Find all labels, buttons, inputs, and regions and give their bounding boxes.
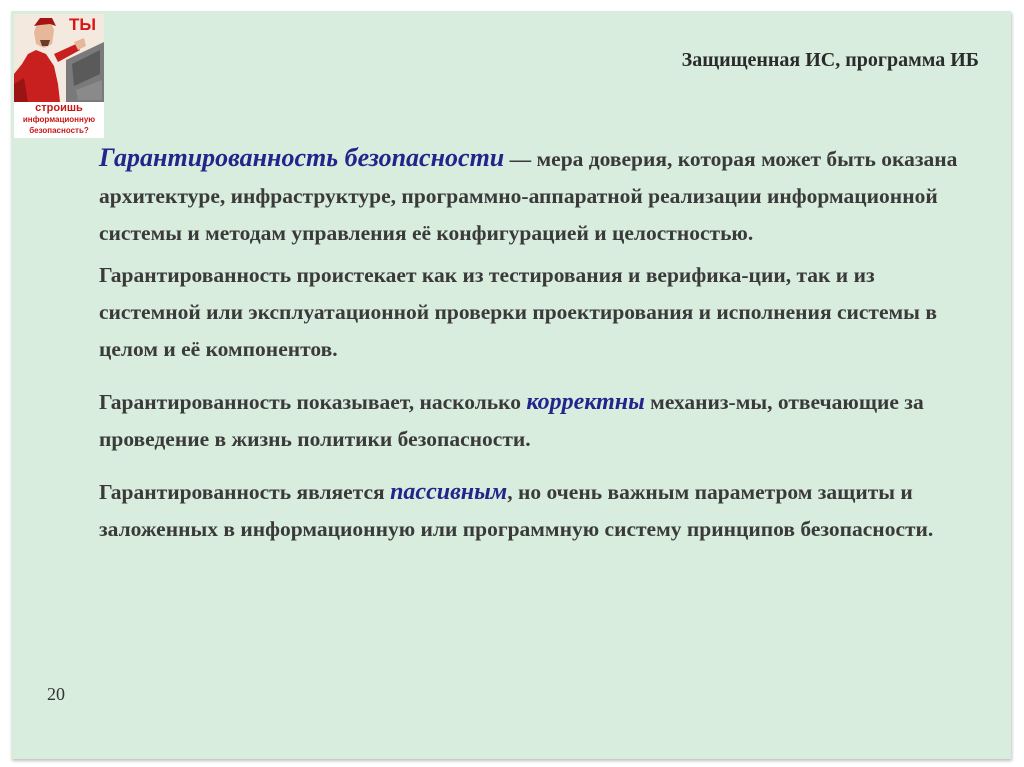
paragraph-text: механиз-мы, отвечающие за проведение в жизнь политики безопасности. [99, 390, 924, 451]
poster-caption-line: безопасность? [29, 126, 89, 135]
paragraph-text: Гарантированность показывает, насколько [99, 390, 527, 414]
slide [11, 11, 1011, 759]
paragraph-passive [99, 474, 979, 548]
paragraph-definition [99, 139, 979, 252]
poster-caption-line: строишь [35, 102, 83, 114]
paragraph-origin [99, 257, 979, 368]
poster-caption-line: информационную [22, 115, 96, 124]
defined-term: Гарантированность безопасности [99, 143, 505, 172]
emphasis-word: корректны [526, 389, 645, 415]
paragraph-correctness [99, 384, 979, 458]
poster-top-word: ТЫ [69, 15, 97, 34]
slide-content [99, 139, 979, 548]
poster-image [14, 14, 104, 138]
paragraph-text: Гарантированность является [99, 480, 391, 504]
paragraph-text: Гарантированность проистекает как из тестирования и верифика-ции, так и из системной или эксплуатационной проверки проектирования и исполнения системы в целом и её компонентов. [99, 263, 937, 361]
paragraph-text: , но очень важным параметром защиты и заложенных в информационную или программную систему принципов безопасности. [99, 480, 934, 541]
paragraph-text: — мера доверия, которая может быть оказана архитектуре, инфраструктуре, программно-аппаратной реализации информационной системы и методам управления её конфигурацией и целостностью. [99, 147, 958, 245]
emphasis-word: пассивным [390, 479, 508, 505]
slide-header-title: Защищенная ИС, программа ИБ [681, 49, 979, 71]
page-number: 20 [47, 684, 65, 704]
poster-caption [14, 102, 104, 136]
